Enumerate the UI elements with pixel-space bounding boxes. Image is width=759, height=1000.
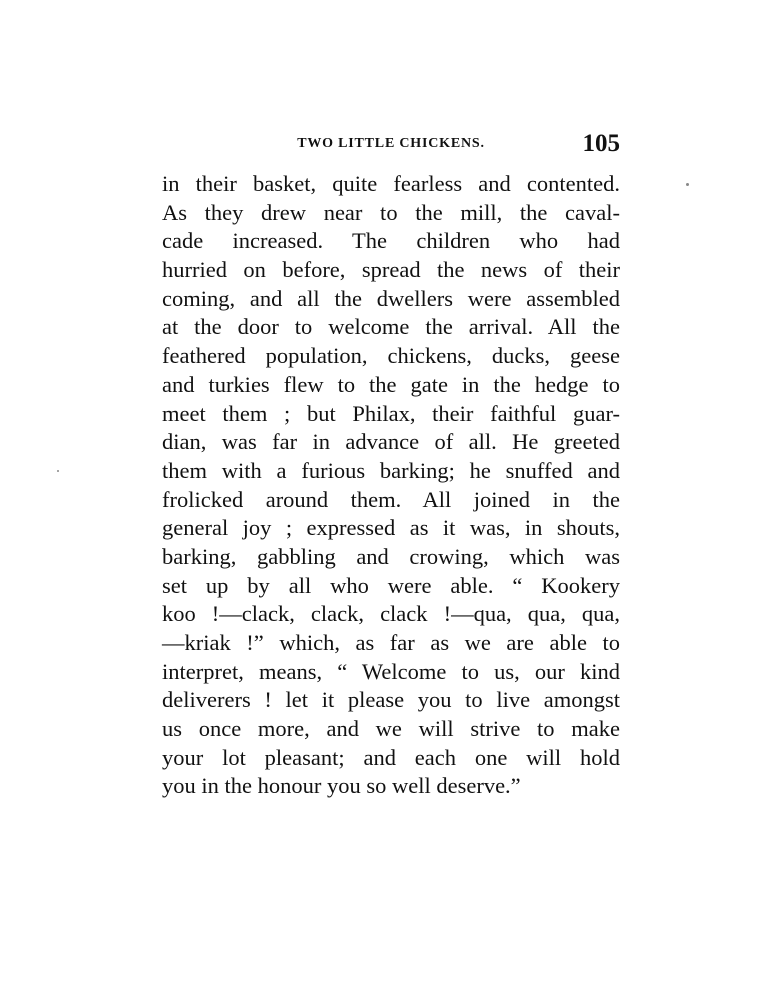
scan-speck xyxy=(57,470,59,472)
text-line: koo !—clack, clack, clack !—qua, qua, qua, xyxy=(162,601,620,627)
page-number: 105 xyxy=(582,130,620,157)
text-line: As they drew near to the mill, the caval- xyxy=(162,199,620,225)
text-line: dian, was far in advance of all. He greeted xyxy=(162,429,620,455)
text-line: us once more, and we will strive to make xyxy=(162,716,620,742)
text-line: them with a furious barking; he snuffed and xyxy=(162,457,620,483)
text-line: hurried on before, spread the news of their xyxy=(162,257,620,283)
text-line: general joy ; expressed as it was, in shouts, xyxy=(162,515,620,541)
text-line: interpret, means, “ Welcome to us, our kind xyxy=(162,658,620,684)
body-paragraph xyxy=(162,170,620,801)
text-line: —kriak !” which, as far as we are able to xyxy=(162,630,620,655)
text-line: deliverers ! let it please you to live amongst xyxy=(162,687,620,713)
page-header xyxy=(162,130,620,160)
text-line: barking, gabbling and crowing, which was xyxy=(162,543,620,569)
text-line: your lot pleasant; and each one will hold xyxy=(162,744,620,770)
text-line: set up by all who were able. “ Kookery xyxy=(162,572,620,598)
text-line: frolicked around them. All joined in the xyxy=(162,486,620,512)
text-line: and turkies flew to the gate in the hedge to xyxy=(162,371,620,397)
text-line: coming, and all the dwellers were assembled xyxy=(162,285,620,311)
text-line: in their basket, quite fearless and contented. xyxy=(162,171,620,196)
text-line: meet them ; but Philax, their faithful guar- xyxy=(162,400,620,426)
scan-speck xyxy=(686,183,689,186)
text-line: cade increased. The children who had xyxy=(162,228,620,254)
text-line: at the door to welcome the arrival. All the xyxy=(162,314,620,340)
text-line: you in the honour you so well deserve.” xyxy=(162,773,521,799)
text-line: feathered population, chickens, ducks, geese xyxy=(162,343,620,369)
running-title: TWO LITTLE CHICKENS. xyxy=(297,136,485,151)
